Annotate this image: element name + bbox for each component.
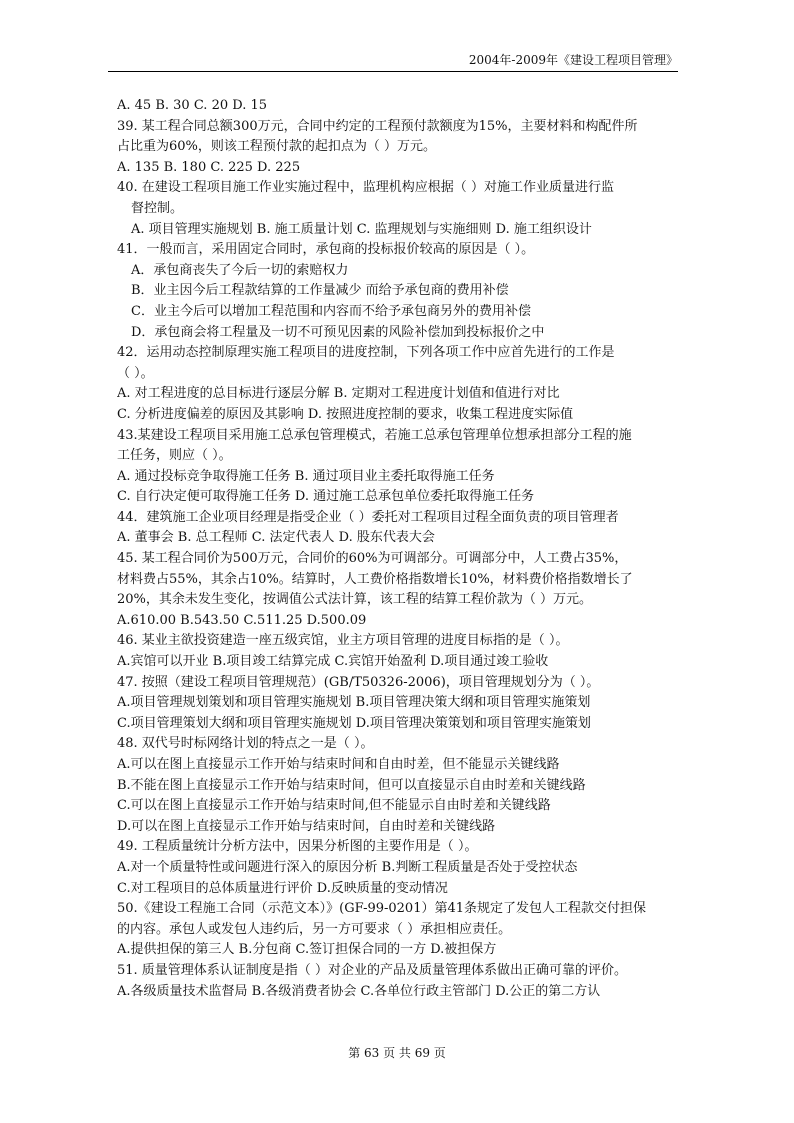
question-45: 45. 某工程合同价为500万元，合同价的60%为可调部分。可调部分中，人工费占35%， [117,551,628,567]
text-line: （ ）。 [117,365,154,381]
option-41-c: C．业主今后可以增加工程范围和内容而不给予承包商另外的费用补偿 [131,303,531,319]
options-47: C.项目管理策划大纲和项目管理实施规划 D.项目管理决策策划和项目管理实施策划 [117,715,591,731]
options-43: A. 通过投标竞争取得施工任务 B. 通过项目业主委托取得施工任务 [117,468,495,484]
text-line: 工任务，则应（ ）。 [117,448,232,464]
question-50: 50.《建设工程施工合同（示范文本）》(GF-99-0201）第41条规定了发包人工程款交付担保 [117,901,647,917]
options-43: C. 自行决定便可取得施工任务 D. 通过施工总承包单位委托取得施工任务 [117,489,535,505]
options-45: A.610.00 B.543.50 C.511.25 D.500.09 [117,612,367,628]
question-47: 47. 按照（建设工程项目管理规范）(GB/T50326-2006)，项目管理规划分为（ ）。 [117,674,600,690]
text-line: A. 45 B. 30 C. 20 D. 15 [117,98,268,113]
options-39: A. 135 B. 180 C. 225 D. 225 [117,159,301,175]
question-42: 42．运用动态控制原理实施工程项目的进度控制，下列各项工作中应首先进行的工作是 [117,345,615,361]
text-line: 材料费占55%，其余占10%。结算时，人工费价格指数增长10%，材料费价格指数增长了 [117,571,633,587]
question-43: 43.某建设工程项目采用施工总承包管理模式，若施工总承包管理单位想承担部分工程的施 [117,427,632,443]
options-42: C. 分析进度偏差的原因及其影响 D. 按照进度控制的要求，收集工程进度实际值 [117,406,574,422]
option-41-d: D．承包商会将工程量及一切不可预见因素的风险补偿加到投标报价之中 [131,324,545,340]
text-line: 督控制。 [131,200,184,216]
option-48-c: C.可以在图上直接显示工作开始与结束时间,但不能显示自由时差和关键线路 [117,798,551,814]
options-42: A. 对工程进度的总目标进行逐层分解 B. 定期对工程进度计划值和值进行对比 [117,386,560,402]
text-line: 占比重为60%，则该工程预付款的起扣点为（ ）万元。 [117,139,437,155]
option-48-d: D.可以在图上直接显示工作开始与结束时间，自由时差和关键线路 [117,818,496,834]
option-41-b: B．业主因今后工程款结算的工作量减少 而给予承包商的费用补偿 [131,283,509,299]
text-line: 的内容。承包人或发包人违约后，另一方可要求（ ）承担相应责任。 [117,921,512,937]
option-48-a: A.可以在图上直接显示工作开始与结束时间和自由时差，但不能显示关键线路 [117,757,560,772]
option-48-b: B.不能在图上直接显示工作开始与结束时间，但可以直接显示自由时差和关键线路 [117,777,586,793]
options-49: C.对工程项目的总体质量进行评价 D.反映质量的变动情况 [117,880,448,896]
options-49: A.对一个质量特性或问题进行深入的原因分析 B.判断工程质量是否处于受控状态 [117,859,578,875]
option-41-a: A．承包商丧失了今后一切的索赔权力 [131,262,349,278]
question-44: 44．建筑施工企业项目经理是指受企业（ ）委托对工程项目过程全面负责的项目管理者 [117,509,619,525]
question-40: 40. 在建设工程项目施工作业实施过程中，监理机构应根据（ ）对施工作业质量进行监 [117,180,614,196]
header-title: 2004年-2009年《建设工程项目管理》 [468,53,678,67]
page-header [108,53,678,72]
question-41: 41．一般而言，采用固定合同时，承包商的投标报价较高的原因是（ ）。 [117,242,535,258]
question-49: 49. 工程质量统计分析方法中，因果分析图的主要作用是（ ）。 [117,839,478,855]
options-46: A.宾馆可以开业 B.项目竣工结算完成 C.宾馆开始盈利 D.项目通过竣工验收 [117,654,549,670]
question-text [117,96,682,1002]
question-51: 51. 质量管理体系认证制度是指（ ）对企业的产品及质量管理体系做出正确可靠的评价。 [117,962,627,978]
options-44: A. 董事会 B. 总工程师 C. 法定代表人 D. 股东代表大会 [117,530,435,546]
question-46: 46. 某业主欲投资建造一座五级宾馆，业主方项目管理的进度目标指的是（ ）。 [117,633,569,649]
options-47: A.项目管理规划策划和项目管理实施规划 B.项目管理决策大纲和项目管理实施策划 [117,695,591,711]
page-number: 第 63 页 共 69 页 [348,1046,446,1060]
options-40: A. 项目管理实施规划 B. 施工质量计划 C. 监理规划与实施细则 D. 施工组织设计 [131,221,592,237]
options-50: A.提供担保的第三人 B.分包商 C.签订担保合同的一方 D.被担保方 [117,942,497,958]
options-51: A.各级质量技术监督局 B.各级消费者协会 C.各单位行政主管部门 D.公正的第二方认 [117,983,601,999]
question-48: 48. 双代号时标网络计划的特点之一是（ ）。 [117,736,374,752]
text-line: 20%，其余未发生变化，按调值公式法计算，该工程的结算工程价款为（ ）万元。 [117,592,593,608]
question-39: 39. 某工程合同总额300万元，合同中约定的工程预付款额度为15%，主要材料和构配件所 [117,118,638,134]
